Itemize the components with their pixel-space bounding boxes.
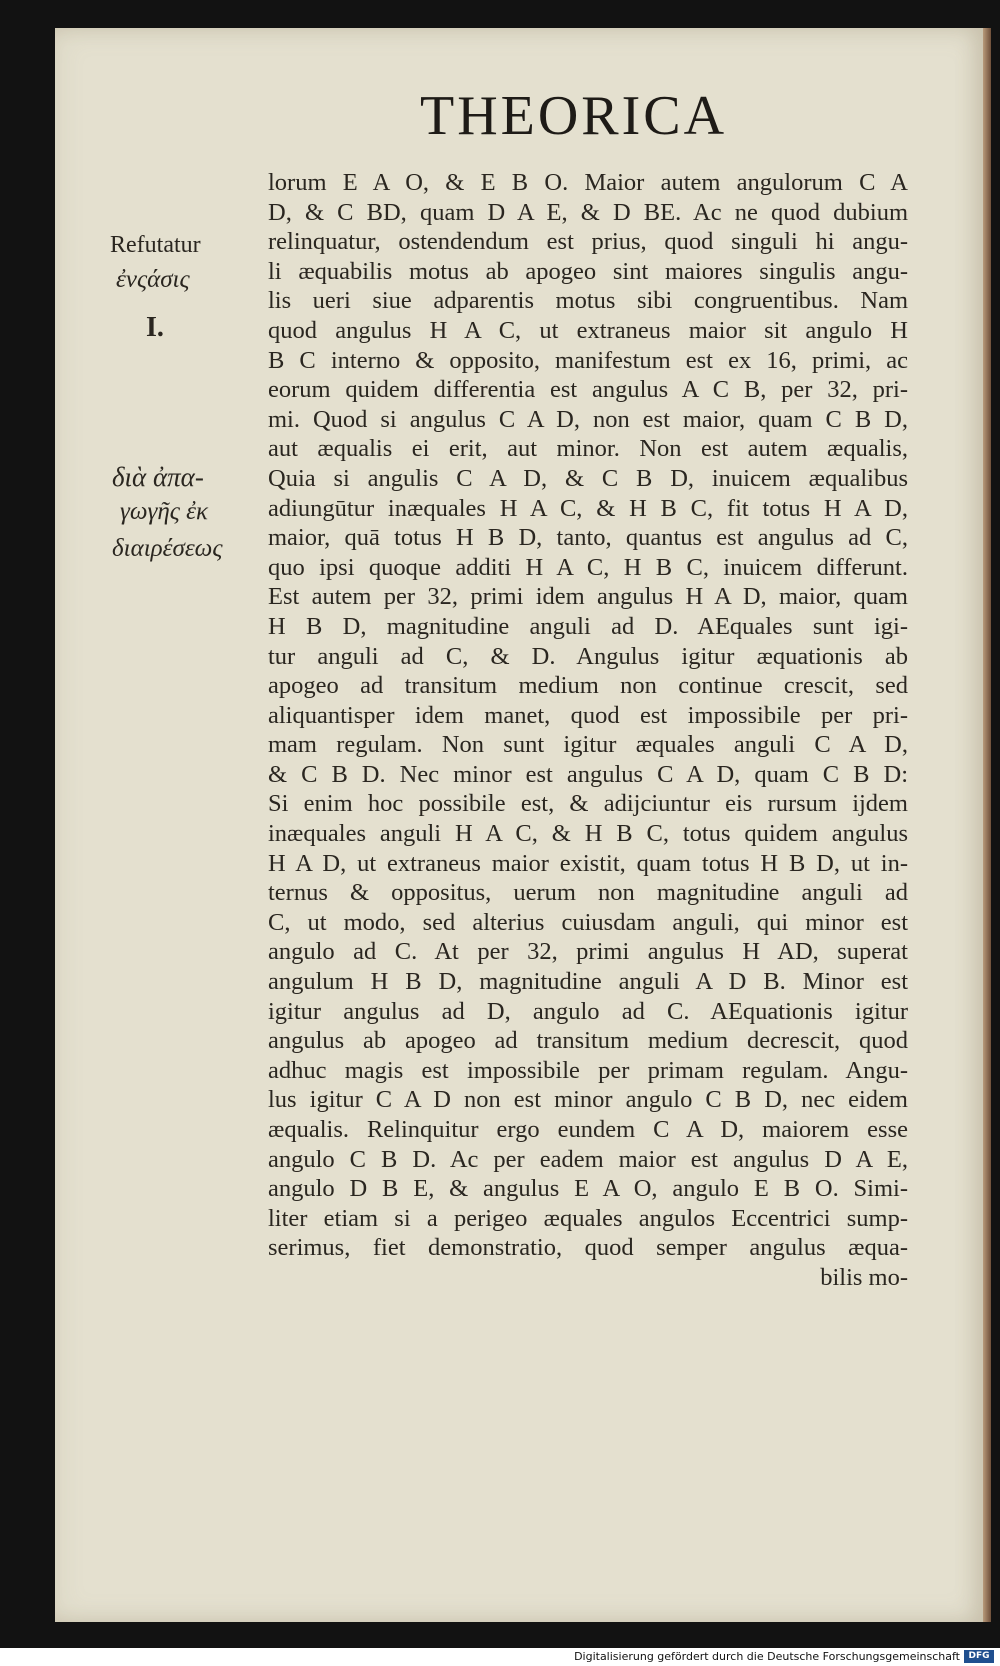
text-line: lis ueri siue adparentis motus sibi congruentibus. Nam [268, 287, 908, 315]
text-line: quo ipsi quoque additi H A C, H B C, inuicem differunt. [268, 553, 908, 581]
dfg-logo: DFG [964, 1650, 994, 1663]
text-line: lus igitur C A D non est minor angulo C B D, nec eidem [268, 1086, 908, 1114]
text-line: ternus & oppositus, uerum non magnitudine anguli ad [268, 879, 908, 907]
text-line: æqualis. Relinquitur ergo eundem C A D, maiorem esse [268, 1116, 908, 1143]
digitization-footer [0, 1648, 1000, 1666]
margin-note-handwritten-greek: ἐνςάσις [116, 266, 190, 293]
text-line: aliquantisper idem manet, quod est impossibile per pri- [268, 701, 908, 729]
text-line: aut æqualis ei erit, aut minor. Non est autem æqualis, [268, 435, 908, 463]
margin-note-refutatur: Refutatur [110, 232, 201, 258]
text-line: angulus ab apogeo ad transitum medium decrescit, quod [268, 1027, 908, 1055]
margin-note-handwritten-greek: γωγῆς ἐκ [120, 498, 209, 525]
text-line: igitur angulus ad D, angulo ad C. AEquationis igitur [268, 997, 908, 1025]
text-line: apogeo ad transitum medium non continue crescit, sed [268, 672, 908, 700]
text-line: Est autem per 32, primi idem angulus H A D, maior, quam [268, 583, 908, 611]
text-line: lorum E A O, & E B O. Maior autem angulorum C A [268, 169, 908, 196]
text-line: D, & C BD, quam D A E, & D BE. Ac ne quod dubium [268, 198, 908, 226]
text-line: H A D, ut extraneus maior existit, quam totus H B D, ut in- [268, 849, 908, 877]
text-line: quod angulus H A C, ut extraneus maior sit angulo H [268, 316, 908, 344]
text-line: liter etiam si a perigeo æquales angulos Eccentrici sump- [268, 1204, 908, 1232]
text-line: Quia si angulis C A D, & C B D, inuicem æqualibus [268, 464, 908, 492]
text-line: mam regulam. Non sunt igitur æquales anguli C A D, [268, 731, 908, 759]
margin-note-number: I. [146, 312, 164, 343]
text-line: eorum quidem differentia est angulus A C B, per 32, pri- [268, 376, 908, 404]
text-line: adiungūtur inæquales H A C, & H B C, fit totus H A D, [268, 494, 908, 522]
text-line: adhuc magis est impossibile per primam regulam. Angu- [268, 1056, 908, 1084]
text-line: angulo ad C. At per 32, primi angulus H AD, superat [268, 938, 908, 966]
running-head: THEORICA [420, 85, 728, 147]
body-text [268, 168, 908, 1293]
text-line: li æquabilis motus ab apogeo sint maiores singulis angu- [268, 257, 908, 285]
text-line: inæquales anguli H A C, & H B C, totus quidem angulus [268, 820, 908, 848]
margin-note-handwritten-greek: διαιρέσεως [112, 535, 223, 562]
text-line: bilis mo- [820, 1263, 908, 1291]
text-line: angulo C B D. Ac per eadem maior est angulus D A E, [268, 1145, 908, 1173]
text-line: B C interno & opposito, manifestum est ex 16, primi, ac [268, 346, 908, 374]
text-line: maior, quā totus H B D, tanto, quantus est angulus ad C, [268, 524, 908, 552]
text-line: tur anguli ad C, & D. Angulus igitur æquationis ab [268, 642, 908, 670]
text-line: mi. Quod si angulus C A D, non est maior, quam C B D, [268, 405, 908, 433]
text-line: H B D, magnitudine anguli ad D. AEquales sunt igi- [268, 612, 908, 640]
text-line: angulo D B E, & angulus E A O, angulo E B O. Simi- [268, 1175, 908, 1203]
page-edge [983, 28, 991, 1622]
text-line: relinquatur, ostendendum est prius, quod singuli hi angu- [268, 228, 908, 256]
footer-credit: Digitalisierung gefördert durch die Deutsche Forschungsgemeinschaft [574, 1650, 960, 1663]
text-line: & C B D. Nec minor est angulus C A D, quam C B D: [268, 760, 908, 788]
text-line: Si enim hoc possibile est, & adijciuntur eis rursum ijdem [268, 790, 908, 818]
text-line: C, ut modo, sed alterius cuiusdam anguli, qui minor est [268, 908, 908, 936]
margin-note-handwritten-greek: διὰ ἀπα- [112, 462, 204, 492]
text-line: angulum H B D, magnitudine anguli A D B. Minor est [268, 968, 908, 996]
text-line: serimus, fiet demonstratio, quod semper angulus æqua- [268, 1234, 908, 1262]
